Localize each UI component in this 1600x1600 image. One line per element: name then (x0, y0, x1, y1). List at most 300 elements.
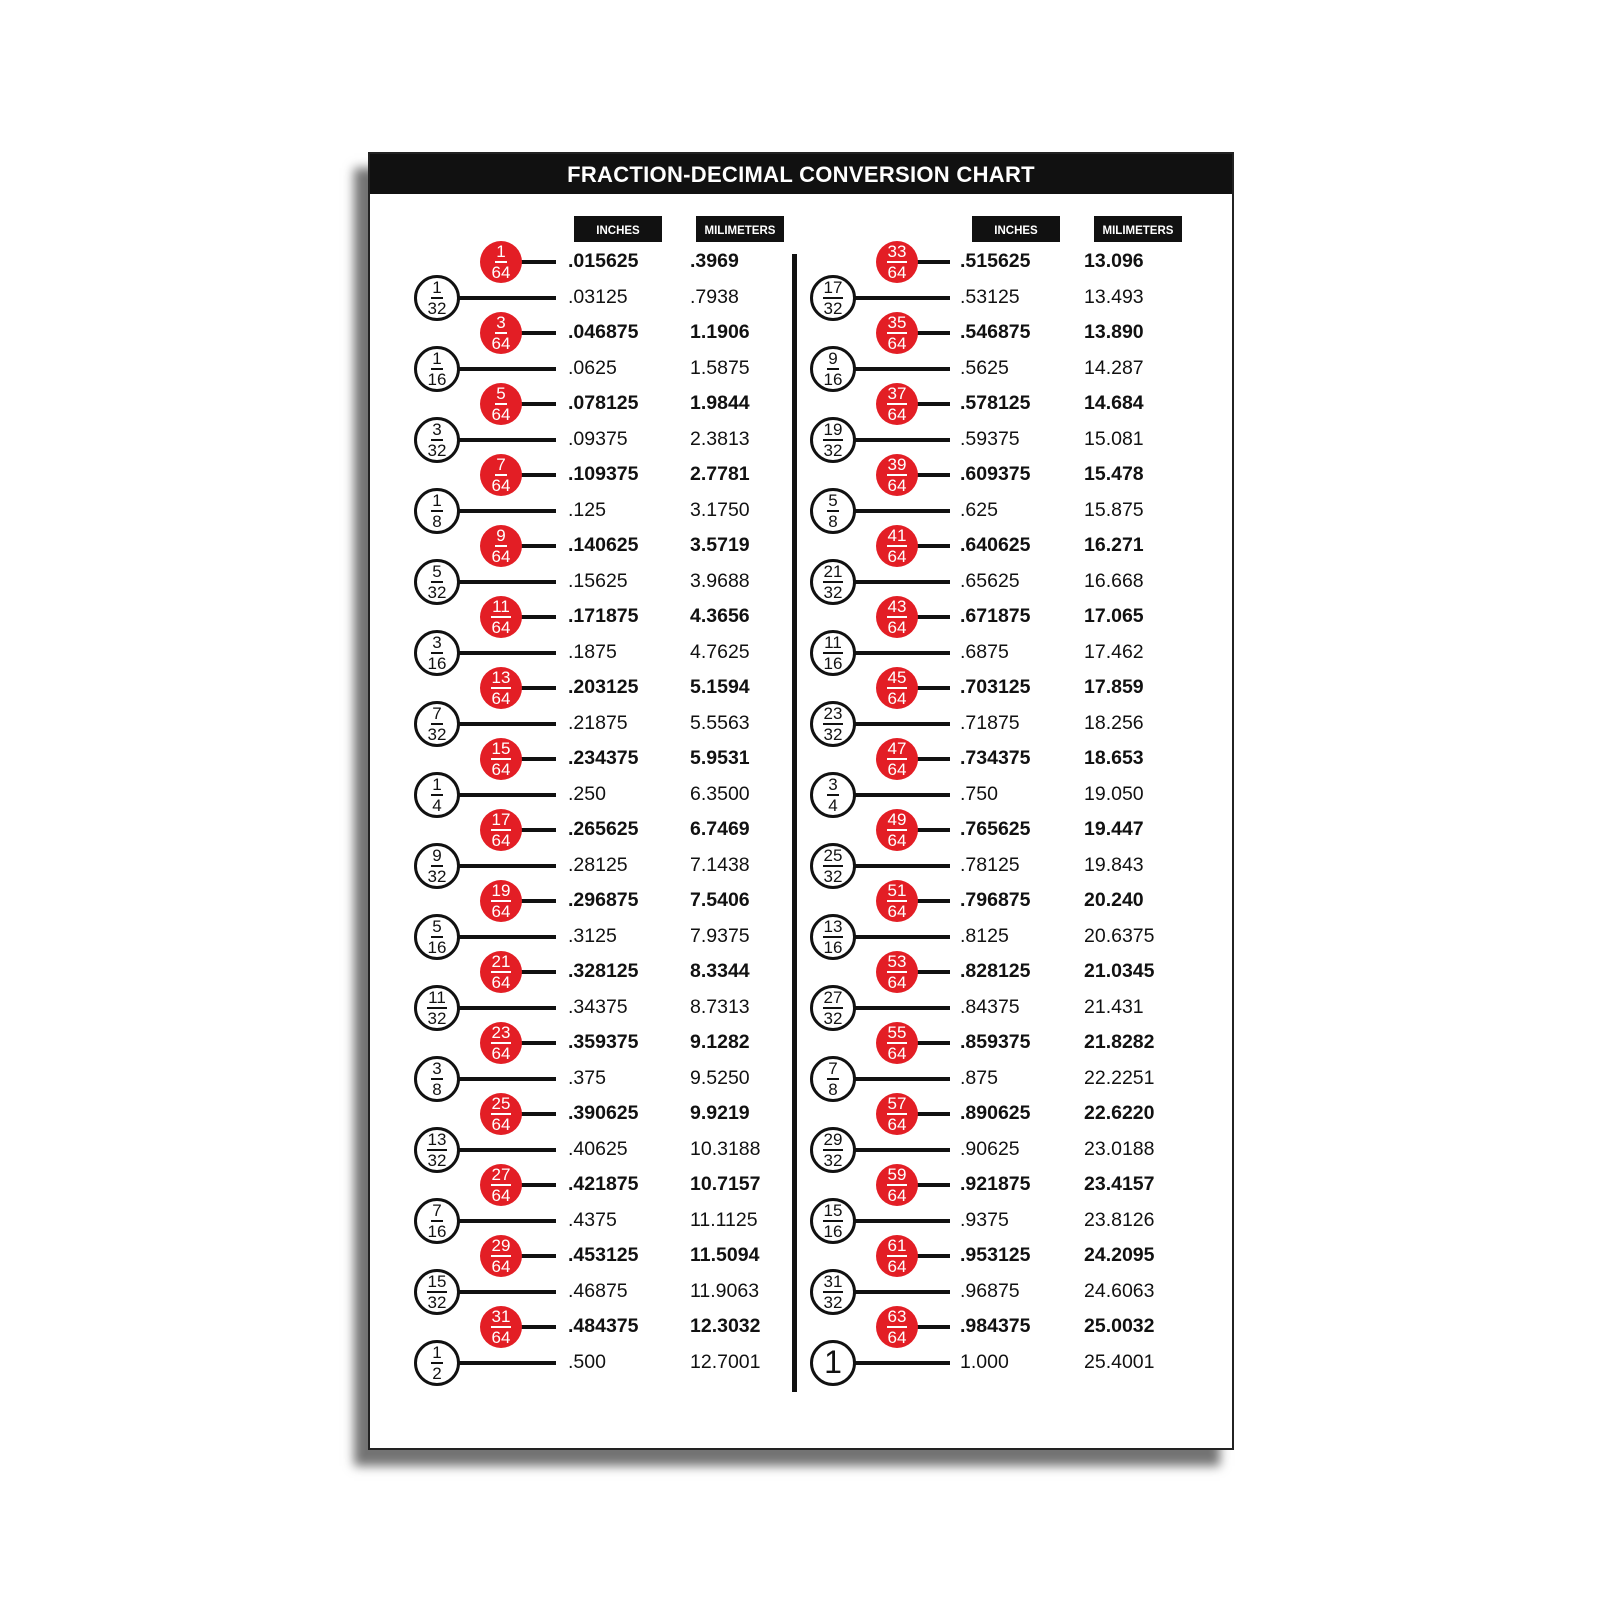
inches-value: .890625 (960, 1102, 1031, 1124)
millimeters-value: 6.3500 (690, 782, 750, 805)
fraction-badge (480, 1306, 522, 1348)
fraction-denominator: 64 (887, 405, 907, 424)
fraction-numerator: 1 (432, 277, 442, 297)
fraction-denominator: 64 (887, 973, 907, 992)
leader-line (854, 722, 950, 726)
inches-value: .90625 (960, 1137, 1020, 1160)
leader-line (458, 367, 556, 371)
fraction-badge (480, 454, 522, 496)
leader-line (458, 1219, 556, 1223)
millimeters-value: 9.9219 (690, 1102, 750, 1124)
leader-line (854, 651, 950, 655)
right-inches-header: INCHES (972, 216, 1060, 242)
leader-line (520, 970, 556, 974)
millimeters-value: 5.9531 (690, 747, 750, 769)
leader-line (854, 438, 950, 442)
millimeters-value: 19.843 (1084, 853, 1144, 876)
leader-line (458, 864, 556, 868)
fraction-denominator: 64 (887, 334, 907, 353)
leader-line (458, 580, 556, 584)
millimeters-value: 25.4001 (1084, 1350, 1155, 1373)
fraction-denominator: 64 (491, 973, 511, 992)
fraction-badge (414, 843, 460, 889)
fraction-numerator: 3 (828, 774, 838, 794)
inches-value: .84375 (960, 995, 1020, 1018)
fraction-denominator: 64 (491, 1328, 511, 1347)
fraction-denominator: 64 (887, 476, 907, 495)
millimeters-value: 21.8282 (1084, 1031, 1155, 1053)
fraction-badge (876, 738, 918, 780)
leader-line (916, 1325, 950, 1329)
inches-value: .484375 (568, 1315, 639, 1337)
inches-value: .71875 (960, 711, 1020, 734)
column-divider (792, 254, 797, 1392)
fraction-badge (810, 701, 856, 747)
inches-value: .796875 (960, 889, 1031, 911)
inches-value: .3125 (568, 924, 617, 947)
inches-value: .96875 (960, 1279, 1020, 1302)
fraction-denominator: 64 (887, 1257, 907, 1276)
inches-value: .453125 (568, 1244, 639, 1266)
fraction-numerator: 7 (432, 703, 442, 723)
fraction-numerator: 15 (823, 1200, 843, 1220)
fraction-badge (810, 1269, 856, 1315)
millimeters-value: 24.6063 (1084, 1279, 1155, 1302)
leader-line (916, 331, 950, 335)
millimeters-value: 21.431 (1084, 995, 1144, 1018)
fraction-badge (414, 1269, 460, 1315)
inches-value: .53125 (960, 285, 1020, 308)
fraction-numerator: 25 (823, 845, 843, 865)
fraction-badge (414, 417, 460, 463)
fraction-badge (810, 1340, 856, 1386)
fraction-numerator: 27 (491, 1165, 511, 1184)
fraction-badge (480, 1093, 522, 1135)
fraction-numerator: 1 (432, 490, 442, 510)
millimeters-value: 22.6220 (1084, 1102, 1155, 1124)
leader-line (520, 686, 556, 690)
fraction-badge (414, 1127, 460, 1173)
inches-value: .1875 (568, 640, 617, 663)
fraction-numerator: 7 (432, 1200, 442, 1220)
millimeters-value: 2.3813 (690, 427, 750, 450)
inches-value: .265625 (568, 818, 639, 840)
fraction-denominator: 64 (887, 902, 907, 921)
inches-value: .6875 (960, 640, 1009, 663)
fraction-denominator: 16 (427, 937, 447, 957)
millimeters-value: 16.668 (1084, 569, 1144, 592)
leader-line (916, 473, 950, 477)
fraction-badge (810, 914, 856, 960)
fraction-badge (810, 843, 856, 889)
leader-line (916, 615, 950, 619)
fraction-badge (876, 1235, 918, 1277)
inches-value: .671875 (960, 605, 1031, 627)
inches-value: .03125 (568, 285, 628, 308)
fraction-numerator: 29 (491, 1236, 511, 1255)
fraction-denominator: 64 (491, 1186, 511, 1205)
fraction-numerator: 25 (491, 1094, 511, 1113)
fraction-denominator: 64 (491, 476, 511, 495)
fraction-denominator: 8 (432, 511, 442, 531)
millimeters-value: 12.7001 (690, 1350, 761, 1373)
fraction-numerator: 39 (887, 455, 907, 474)
millimeters-value: 18.256 (1084, 711, 1144, 734)
fraction-denominator: 4 (828, 795, 838, 815)
leader-line (458, 651, 556, 655)
leader-line (520, 899, 556, 903)
leader-line (458, 722, 556, 726)
millimeters-value: 10.3188 (690, 1137, 761, 1160)
fraction-numerator: 1 (824, 1344, 842, 1380)
inches-value: .328125 (568, 960, 639, 982)
millimeters-value: 1.5875 (690, 356, 750, 379)
fraction-badge (480, 525, 522, 567)
inches-value: .0625 (568, 356, 617, 379)
fraction-badge (480, 809, 522, 851)
fraction-numerator: 15 (491, 739, 511, 758)
fraction-badge (876, 1306, 918, 1348)
millimeters-value: 6.7469 (690, 818, 750, 840)
inches-value: .984375 (960, 1315, 1031, 1337)
fraction-numerator: 61 (887, 1236, 907, 1255)
inches-value: .171875 (568, 605, 639, 627)
leader-line (916, 1254, 950, 1258)
fraction-denominator: 32 (823, 1150, 843, 1170)
fraction-numerator: 9 (432, 845, 442, 865)
fraction-denominator: 64 (491, 263, 511, 282)
fraction-numerator: 19 (491, 881, 511, 900)
inches-value: 1.000 (960, 1350, 1009, 1373)
inches-value: .515625 (960, 250, 1031, 272)
inches-value: .078125 (568, 392, 639, 414)
fraction-numerator: 13 (427, 1129, 447, 1149)
fraction-badge (876, 525, 918, 567)
fraction-denominator: 64 (491, 1044, 511, 1063)
millimeters-value: 9.1282 (690, 1031, 750, 1053)
fraction-denominator: 64 (887, 618, 907, 637)
leader-line (458, 793, 556, 797)
leader-line (458, 1006, 556, 1010)
leader-line (854, 509, 950, 513)
fraction-numerator: 57 (887, 1094, 907, 1113)
millimeters-value: 9.5250 (690, 1066, 750, 1089)
fraction-badge (480, 1235, 522, 1277)
inches-value: .21875 (568, 711, 628, 734)
fraction-numerator: 3 (496, 313, 506, 332)
fraction-denominator: 64 (491, 1257, 511, 1276)
fraction-denominator: 64 (491, 831, 511, 850)
millimeters-value: 11.1125 (690, 1208, 758, 1231)
millimeters-value: 4.3656 (690, 605, 750, 627)
fraction-badge (480, 1164, 522, 1206)
fraction-numerator: 11 (428, 987, 446, 1007)
fraction-numerator: 37 (887, 384, 907, 403)
inches-value: .046875 (568, 321, 639, 343)
fraction-badge (876, 454, 918, 496)
leader-line (520, 615, 556, 619)
fraction-denominator: 32 (823, 724, 843, 744)
inches-value: .34375 (568, 995, 628, 1018)
inches-value: .859375 (960, 1031, 1031, 1053)
leader-line (520, 331, 556, 335)
inches-value: .703125 (960, 676, 1031, 698)
inches-value: .78125 (960, 853, 1020, 876)
inches-value: .609375 (960, 463, 1031, 485)
millimeters-value: 8.3344 (690, 960, 750, 982)
fraction-denominator: 16 (427, 1221, 447, 1241)
fraction-badge (876, 1164, 918, 1206)
fraction-numerator: 15 (427, 1271, 447, 1291)
fraction-denominator: 8 (828, 511, 838, 531)
fraction-numerator: 5 (432, 561, 442, 581)
fraction-numerator: 59 (887, 1165, 907, 1184)
millimeters-value: 7.1438 (690, 853, 750, 876)
fraction-denominator: 32 (823, 298, 843, 318)
leader-line (854, 935, 950, 939)
fraction-badge (810, 1056, 856, 1102)
millimeters-value: 8.7313 (690, 995, 750, 1018)
fraction-numerator: 5 (432, 916, 442, 936)
fraction-denominator: 64 (887, 263, 907, 282)
fraction-badge (876, 312, 918, 354)
inches-value: .015625 (568, 250, 639, 272)
millimeters-value: .7938 (690, 285, 739, 308)
leader-line (458, 296, 556, 300)
fraction-numerator: 17 (823, 277, 843, 297)
leader-line (854, 793, 950, 797)
leader-line (458, 1290, 556, 1294)
fraction-denominator: 64 (491, 689, 511, 708)
leader-line (916, 1183, 950, 1187)
fraction-badge (480, 951, 522, 993)
inches-value: .28125 (568, 853, 628, 876)
fraction-badge (414, 1056, 460, 1102)
leader-line (854, 1148, 950, 1152)
inches-value: .640625 (960, 534, 1031, 556)
leader-line (458, 935, 556, 939)
inches-value: .125 (568, 498, 606, 521)
inches-value: .500 (568, 1350, 606, 1373)
inches-value: .9375 (960, 1208, 1009, 1231)
inches-value: .546875 (960, 321, 1031, 343)
fraction-numerator: 7 (828, 1058, 838, 1078)
fraction-numerator: 23 (823, 703, 843, 723)
fraction-denominator: 64 (887, 689, 907, 708)
fraction-badge (414, 559, 460, 605)
fraction-denominator: 32 (427, 1292, 447, 1312)
inches-value: .250 (568, 782, 606, 805)
fraction-numerator: 43 (887, 597, 907, 616)
fraction-badge (414, 1340, 460, 1386)
inches-value: .765625 (960, 818, 1031, 840)
fraction-badge (810, 275, 856, 321)
fraction-denominator: 32 (427, 866, 447, 886)
millimeters-value: 12.3032 (690, 1315, 761, 1337)
inches-value: .203125 (568, 676, 639, 698)
fraction-numerator: 47 (887, 739, 907, 758)
leader-line (854, 367, 950, 371)
leader-line (520, 1041, 556, 1045)
leader-line (916, 1041, 950, 1045)
fraction-denominator: 32 (823, 582, 843, 602)
millimeters-value: 13.890 (1084, 321, 1144, 343)
fraction-denominator: 32 (427, 440, 447, 460)
fraction-badge (480, 383, 522, 425)
fraction-badge (876, 383, 918, 425)
millimeters-value: 15.081 (1084, 427, 1144, 450)
left-millimeters-header: MILIMETERS (696, 216, 784, 242)
inches-value: .734375 (960, 747, 1031, 769)
inches-value: .625 (960, 498, 998, 521)
leader-line (520, 828, 556, 832)
fraction-badge (810, 985, 856, 1031)
leader-line (458, 1148, 556, 1152)
fraction-badge (414, 275, 460, 321)
leader-line (854, 864, 950, 868)
leader-line (854, 1361, 950, 1365)
millimeters-value: 11.9063 (690, 1279, 760, 1302)
leader-line (520, 1183, 556, 1187)
millimeters-value: 20.240 (1084, 889, 1144, 911)
fraction-numerator: 27 (823, 987, 843, 1007)
fraction-denominator: 64 (491, 902, 511, 921)
inches-value: .421875 (568, 1173, 639, 1195)
fraction-badge (810, 1198, 856, 1244)
inches-value: .875 (960, 1066, 998, 1089)
inches-value: .234375 (568, 747, 639, 769)
leader-line (854, 1219, 950, 1223)
leader-line (916, 970, 950, 974)
fraction-denominator: 64 (491, 547, 511, 566)
fraction-numerator: 17 (491, 810, 511, 829)
fraction-numerator: 63 (887, 1307, 907, 1326)
fraction-denominator: 64 (887, 760, 907, 779)
millimeters-value: 18.653 (1084, 747, 1144, 769)
millimeters-value: 22.2251 (1084, 1066, 1155, 1089)
inches-value: .578125 (960, 392, 1031, 414)
fraction-badge (480, 667, 522, 709)
leader-line (520, 1325, 556, 1329)
fraction-denominator: 64 (491, 405, 511, 424)
fraction-numerator: 35 (887, 313, 907, 332)
fraction-badge (810, 417, 856, 463)
fraction-numerator: 45 (887, 668, 907, 687)
fraction-denominator: 16 (823, 653, 843, 673)
fraction-denominator: 32 (427, 1008, 447, 1028)
leader-line (520, 1254, 556, 1258)
inches-value: .09375 (568, 427, 628, 450)
millimeters-value: 17.462 (1084, 640, 1144, 663)
left-inches-header: INCHES (574, 216, 662, 242)
right-millimeters-header: MILIMETERS (1094, 216, 1182, 242)
inches-value: .140625 (568, 534, 639, 556)
millimeters-value: 4.7625 (690, 640, 750, 663)
fraction-denominator: 32 (823, 1292, 843, 1312)
fraction-numerator: 5 (496, 384, 506, 403)
fraction-badge (876, 596, 918, 638)
fraction-denominator: 32 (823, 1008, 843, 1028)
leader-line (458, 438, 556, 442)
fraction-numerator: 29 (823, 1129, 843, 1149)
inches-value: .40625 (568, 1137, 628, 1160)
inches-value: .46875 (568, 1279, 628, 1302)
leader-line (916, 757, 950, 761)
leader-line (520, 473, 556, 477)
fraction-numerator: 31 (491, 1307, 511, 1326)
fraction-denominator: 64 (887, 831, 907, 850)
leader-line (916, 402, 950, 406)
inches-value: .65625 (960, 569, 1020, 592)
fraction-badge (876, 1093, 918, 1135)
fraction-badge (810, 630, 856, 676)
fraction-numerator: 21 (823, 561, 843, 581)
millimeters-value: 21.0345 (1084, 960, 1155, 982)
fraction-badge (876, 1022, 918, 1064)
millimeters-value: 20.6375 (1084, 924, 1155, 947)
leader-line (520, 1112, 556, 1116)
fraction-badge (876, 809, 918, 851)
fraction-denominator: 64 (887, 1328, 907, 1347)
fraction-denominator: 32 (823, 866, 843, 886)
fraction-denominator: 8 (432, 1079, 442, 1099)
fraction-denominator: 64 (491, 618, 511, 637)
fraction-badge (414, 1198, 460, 1244)
leader-line (854, 580, 950, 584)
fraction-badge (480, 596, 522, 638)
leader-line (854, 296, 950, 300)
fraction-denominator: 64 (491, 334, 511, 353)
fraction-badge (876, 951, 918, 993)
fraction-badge (876, 880, 918, 922)
fraction-numerator: 23 (491, 1023, 511, 1042)
millimeters-value: 10.7157 (690, 1173, 761, 1195)
inches-value: .59375 (960, 427, 1020, 450)
fraction-badge (414, 914, 460, 960)
fraction-numerator: 1 (432, 774, 442, 794)
fraction-denominator: 32 (427, 724, 447, 744)
millimeters-value: .3969 (690, 250, 739, 272)
fraction-badge (810, 346, 856, 392)
millimeters-value: 1.1906 (690, 321, 750, 343)
fraction-numerator: 51 (887, 881, 907, 900)
fraction-numerator: 13 (823, 916, 843, 936)
fraction-denominator: 64 (491, 1115, 511, 1134)
millimeters-value: 11.5094 (690, 1244, 760, 1266)
leader-line (520, 260, 556, 264)
fraction-denominator: 2 (432, 1363, 442, 1383)
inches-value: .296875 (568, 889, 639, 911)
leader-line (854, 1077, 950, 1081)
inches-value: .828125 (960, 960, 1031, 982)
inches-value: .375 (568, 1066, 606, 1089)
fraction-badge (876, 241, 918, 283)
inches-value: .750 (960, 782, 998, 805)
millimeters-value: 5.5563 (690, 711, 750, 734)
fraction-numerator: 55 (887, 1023, 907, 1042)
inches-value: .15625 (568, 569, 628, 592)
fraction-denominator: 16 (823, 369, 843, 389)
fraction-badge (810, 488, 856, 534)
fraction-numerator: 1 (432, 348, 442, 368)
fraction-denominator: 16 (427, 653, 447, 673)
fraction-numerator: 11 (824, 632, 842, 652)
leader-line (916, 544, 950, 548)
fraction-badge (480, 1022, 522, 1064)
fraction-badge (480, 880, 522, 922)
millimeters-value: 15.875 (1084, 498, 1144, 521)
fraction-badge (480, 738, 522, 780)
